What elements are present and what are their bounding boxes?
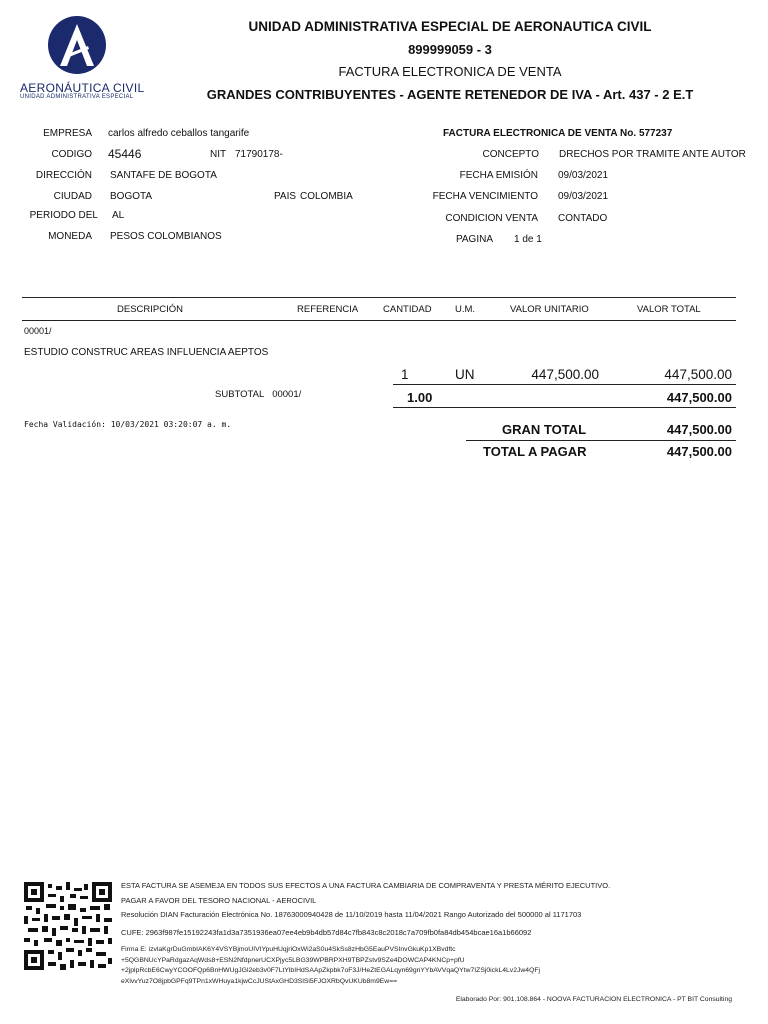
logo-subtitle: UNIDAD ADMINISTRATIVA ESPECIAL [20,94,134,100]
line-unit-value: 447,500.00 [531,367,599,382]
col-valor-total: VALOR TOTAL [637,304,701,315]
condicion-label: CONDICION VENTA [445,213,538,224]
col-referencia: REFERENCIA [297,304,359,315]
periodo-value: AL [112,210,125,221]
entity-nit: 899999059 - 3 [408,42,492,57]
pais-label: PAIS [274,191,297,202]
concepto-value: DRECHOS POR TRAMITE ANTE AUTOR [559,149,746,160]
direccion-label: DIRECCIÓN [35,170,92,181]
table-header-rule [22,320,736,321]
moneda-value: PESOS COLOMBIANOS [110,231,222,242]
line-um: UN [455,367,475,382]
footer-signature-1: Firma E: izvlaKgrDuGmbIAK6Y4VSYBjmoUIVIYpuHUqjriOxWi2aS0u4SkSs8zHbG5EauPVSInvGkuKp1XBvdftc [121,946,456,953]
validation-date: Fecha Validación: 10/03/2021 03:20:07 a. m. [24,420,232,429]
document-type: FACTURA ELECTRONICA DE VENTA [338,64,562,79]
col-cantidad: CANTIDAD [383,304,432,315]
ciudad-value: BOGOTA [110,191,153,202]
pagina-label: PAGINA [455,234,493,245]
totals-rule [466,440,736,441]
codigo-label: CODIGO [51,149,92,160]
col-descripcion: DESCRIPCIÓN [117,304,183,315]
table-top-rule [22,297,736,298]
footer-signature-3: +2jplpRcbE6CwyYCOOFQp6BnHWUgJGl2eb3v0F7LtYlbIHdSAApZkpbk7oF3J/HeZtEGALqyn69gnYYbAVVqaQYtw7IZSj0ickL4Lv2Jw4QFj [121,967,541,974]
vencimiento-label: FECHA VENCIMIENTO [432,191,538,202]
total-pagar-value: 447,500.00 [666,444,732,459]
subtotal-ref: 00001/ [272,389,302,400]
total-pagar-label: TOTAL A PAGAR [483,444,587,459]
emision-value: 09/03/2021 [558,170,609,181]
line-qty: 1 [401,367,409,382]
pagina-value: 1 de 1 [514,234,542,245]
moneda-label: MONEDA [48,231,92,242]
subtotal-bottom-rule [393,407,736,408]
invoice-number: 577237 [638,128,673,139]
col-valor-unitario: VALOR UNITARIO [510,304,589,315]
footer-elaborado: Elaborado Por: 901.108.864 - NOOVA FACTURACION ELECTRONICA - PT BIT Consulting [455,996,732,1003]
group-code: 00001/ [24,326,52,336]
invoice-title [443,128,672,139]
subtotal-value: 447,500.00 [666,390,732,405]
footer-resolution-line: Resolución DIAN Facturación Electrónica No. 18763000940428 de 11/10/2019 hasta 11/04/2021 Rango Autorizado del 500000 al 1171703 [121,910,582,919]
empresa-label: EMPRESA [43,128,92,139]
emision-label: FECHA EMISIÓN [459,170,538,181]
direccion-value: SANTAFE DE BOGOTA [110,170,217,181]
pais-value: COLOMBIA [300,191,353,202]
line-description: ESTUDIO CONSTRUC AREAS INFLUENCIA AEPTOS [24,347,269,358]
subtotal-label: SUBTOTAL [215,389,265,400]
nit-label: NIT [210,149,227,160]
codigo-value: 45446 [108,147,142,161]
qr-code-icon [24,882,112,970]
line-total-value: 447,500.00 [664,367,732,382]
aeronautica-logo-icon [48,16,106,74]
gran-total-label: GRAN TOTAL [502,422,587,437]
footer-cufe: CUFE: 2963f987fe15192243fa1d3a7351936ea07ee4eb9b4db57d84c7fb843c8c2018c7a709fb0fa84db454bcae16a1b66092 [121,928,532,937]
entity-name: UNIDAD ADMINISTRATIVA ESPECIAL DE AERONAUTICA CIVIL [248,19,652,34]
nit-value: 71790178- [235,149,283,160]
subtotal-rule [393,384,736,385]
invoice-title-label: FACTURA ELECTRONICA DE VENTA [443,128,618,139]
footer-signature-2: +5QGBNUcYPaRdgazAqWds8+ESN2NfdpnerUCXPjyc5LBG39WPBRPXH9TBPZstv9SZe4DOWCAP4KNCp+pfU [121,957,465,964]
concepto-label: CONCEPTO [482,149,539,160]
gran-total-value: 447,500.00 [666,422,732,437]
footer-legal-line: ESTA FACTURA SE ASEMEJA EN TODOS SUS EFECTOS A UNA FACTURA CAMBIARIA DE COMPRAVENTA Y PRESTA MÉRITO EJECUTIVO. [121,881,611,890]
footer-signature-4: eXlvvYuz7O8jpbGPFq9TPn1xWHuya1kjwCcJUStAxGHD3SlSi5FJOXRbQvUKUb8m9Ew== [121,978,398,985]
empresa-value: carlos alfredo ceballos tangarife [108,128,250,139]
footer-payment-line: PAGAR A FAVOR DEL TESORO NACIONAL - AEROCIVIL [121,896,317,905]
condicion-value: CONTADO [558,213,608,224]
col-um: U.M. [455,304,476,315]
subtotal-qty: 1.00 [407,390,433,405]
invoice-no-label: No. [620,128,637,139]
subtotal-row [215,389,301,400]
vencimiento-value: 09/03/2021 [558,191,609,202]
tax-regime: GRANDES CONTRIBUYENTES - AGENTE RETENEDOR DE IVA - Art. 437 - 2 E.T [206,87,694,102]
periodo-label: PERIODO DEL [29,210,98,221]
logo-name: AERONÁUTICA CIVIL [20,81,145,95]
ciudad-label: CIUDAD [53,191,92,202]
